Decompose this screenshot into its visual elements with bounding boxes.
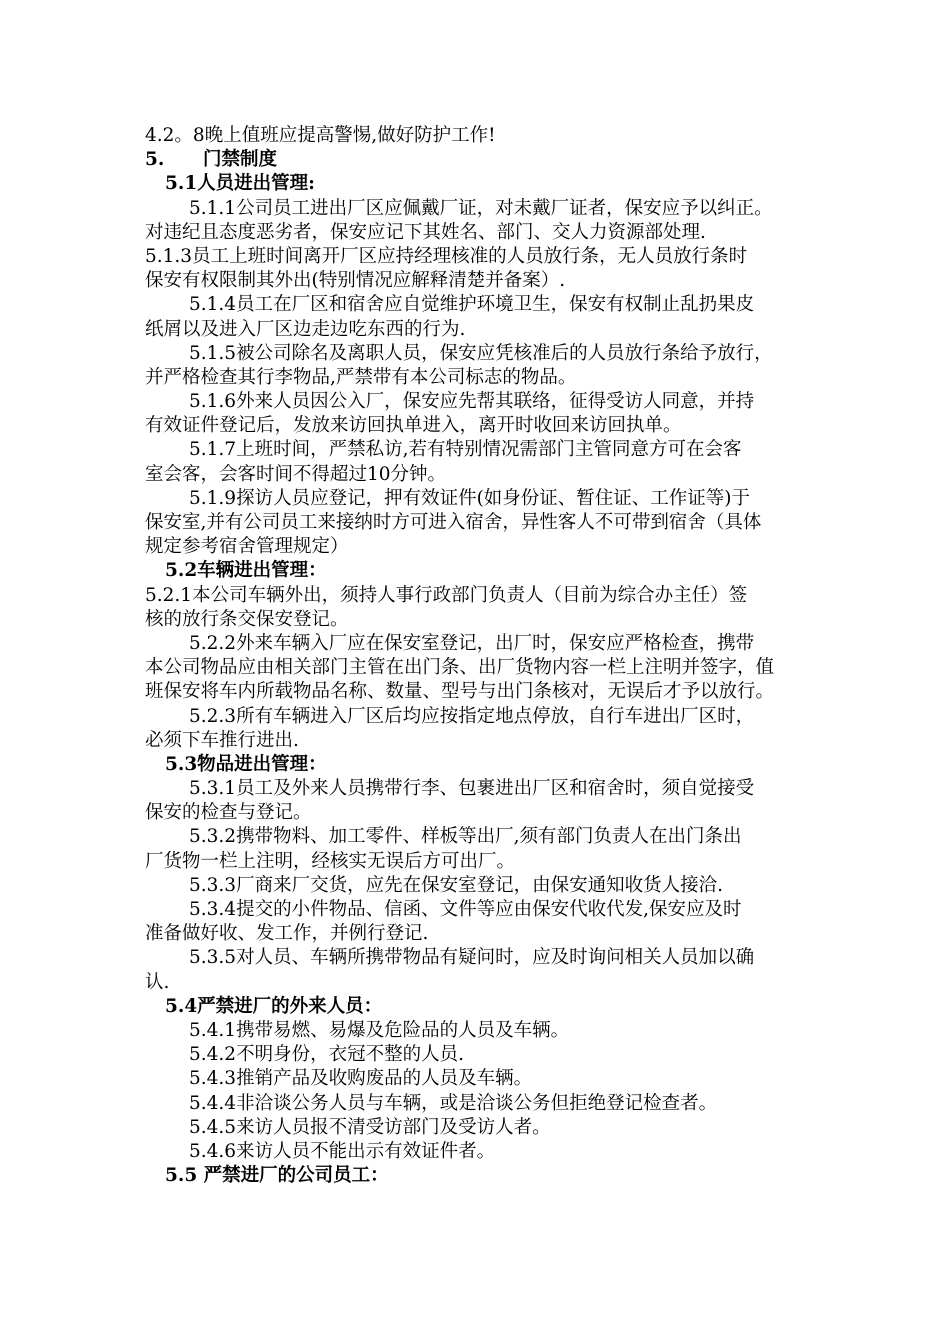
paragraph-line: 厂货物一栏上注明，经核实无误后方可出厂。	[145, 850, 516, 872]
paragraph-line: 5.3.1员工及外来人员携带行李、包裹进出厂区和宿舍时，须自觉接受	[189, 778, 755, 800]
paragraph-line: 5.2.2外来车辆入厂应在保安室登记，出厂时，保安应严格检查，携带	[189, 632, 755, 654]
paragraph-line: 5.1.4员工在厂区和宿舍应自觉维护环境卫生，保安有权制止乱扔果皮	[189, 294, 755, 316]
paragraph-line: 班保安将车内所载物品名称、数量、型号与出门条核对，无误后才予以放行。	[145, 681, 775, 703]
paragraph-line: 5.4.3推销产品及收购废品的人员及车辆。	[189, 1068, 533, 1090]
paragraph-line: 必须下车推行进出.	[145, 729, 299, 751]
paragraph-line: 保安的检查与登记。	[145, 802, 312, 824]
document-body	[145, 124, 920, 1188]
paragraph-line: 5.1.1公司员工进出厂区应佩戴厂证，对未戴厂证者，保安应予以纠正。	[189, 197, 773, 219]
paragraph-line: 5.3.5对人员、车辆所携带物品有疑问时，应及时询问相关人员加以确	[189, 947, 755, 969]
paragraph-line: 5.4.6来访人员不能出示有效证件者。	[189, 1140, 496, 1162]
section-heading: 5.3物品进出管理：	[165, 753, 327, 775]
paragraph-line: 有效证件登记后，发放来访回执单进入，离开时收回来访回执单。	[145, 415, 682, 437]
paragraph-line: 5.2.3所有车辆进入厂区后均应按指定地点停放，自行车进出厂区时，	[189, 705, 755, 727]
paragraph-line: 5.1.3员工上班时间离开厂区应持经理核准的人员放行条，无人员放行条时	[145, 245, 748, 267]
paragraph-line: 核的放行条交保安登记。	[145, 608, 349, 630]
paragraph-line: 5.3.2携带物料、加工零件、样板等出厂,须有部门负责人在出门条出	[189, 826, 742, 848]
paragraph-line: 5.1.7上班时间，严禁私访,若有特别情况需部门主管同意方可在会客	[189, 439, 742, 461]
paragraph-line: 4.2。8晚上值班应提高警惕,做好防护工作!	[145, 125, 496, 146]
paragraph-line: 5.1.9探访人员应登记，押有效证件(如身份证、暂住证、工作证等)于	[189, 487, 751, 509]
section-heading: 5. 门禁制度	[145, 149, 277, 171]
paragraph-line: 保安室,并有公司员工来接纳时方可进入宿舍，异性客人不可带到宿舍（具体	[145, 512, 762, 533]
paragraph-line: 认.	[145, 971, 170, 993]
section-heading: 5.2车辆进出管理：	[165, 560, 327, 582]
paragraph-line: 5.3.4提交的小件物品、信函、文件等应由保安代收代发,保安应及时	[189, 899, 742, 920]
paragraph-line: 保安有权限制其外出(特别情况应解释清楚并备案）.	[145, 270, 566, 292]
paragraph-line: 5.4.1携带易燃、易爆及危险品的人员及车辆。	[189, 1019, 570, 1041]
paragraph-line: 5.2.1本公司车辆外出，须持人事行政部门负责人（目前为综合办主任）签	[145, 584, 748, 606]
paragraph-line: 5.1.6外来人员因公入厂，保安应先帮其联络，征得受访人同意，并持	[189, 391, 755, 413]
paragraph-line: 5.4.4非洽谈公务人员与车辆，或是洽谈公务但拒绝登记检查者。	[189, 1092, 718, 1114]
paragraph-line: 并严格检查其行李物品,严禁带有本公司标志的物品。	[145, 366, 577, 388]
paragraph-line: 对违纪且态度恶劣者，保安应记下其姓名、部门、交人力资源部处理.	[145, 221, 706, 243]
paragraph-line: 室会客，会客时间不得超过10分钟。	[145, 463, 447, 485]
paragraph-line: 规定参考宿舍管理规定）	[145, 536, 349, 558]
paragraph-line: 5.4.5来访人员报不清受访部门及受访人者。	[189, 1116, 551, 1138]
section-heading: 5.5 严禁进厂的公司员工：	[165, 1165, 389, 1187]
paragraph-line: 5.1.5被公司除名及离职人员，保安应凭核准后的人员放行条给予放行，	[189, 342, 773, 364]
section-heading: 5.4严禁进厂的外来人员：	[165, 995, 383, 1017]
paragraph-line: 纸屑以及进入厂区边走边吃东西的行为.	[145, 318, 466, 340]
paragraph-line: 5.3.3厂商来厂交货，应先在保安室登记，由保安通知收货人接洽.	[189, 874, 723, 896]
paragraph-line: 准备做好收、发工作，并例行登记.	[145, 923, 429, 945]
section-heading: 5.1人员进出管理:	[165, 173, 316, 195]
paragraph-line: 本公司物品应由相关部门主管在出门条、出厂货物内容一栏上注明并签字，值	[145, 657, 775, 679]
paragraph-line: 5.4.2不明身份，衣冠不整的人员.	[189, 1044, 464, 1066]
